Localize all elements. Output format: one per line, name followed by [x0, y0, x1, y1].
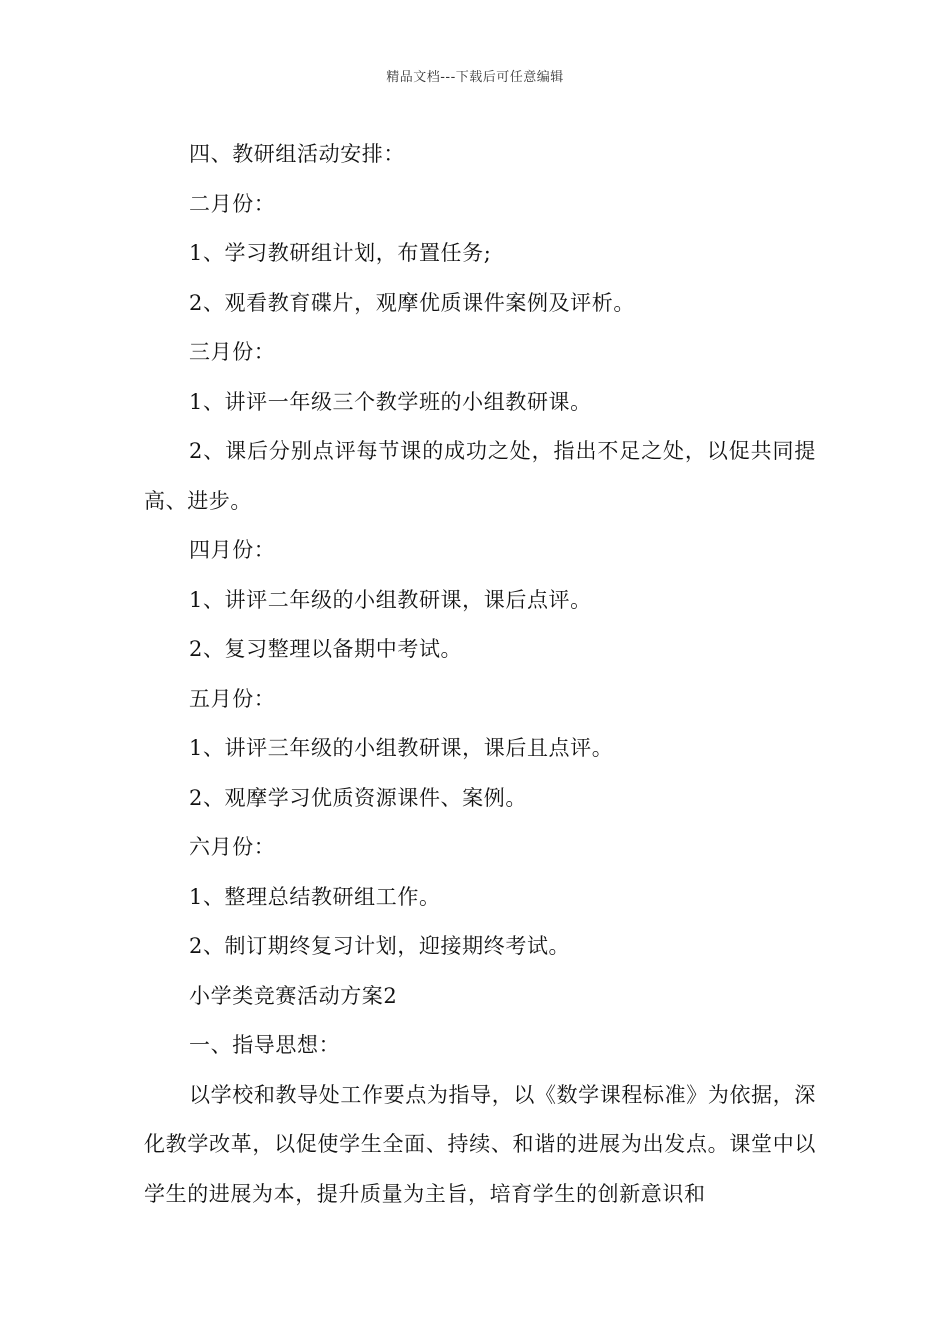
- list-item: 2、复习整理以备期中考试。: [189, 637, 463, 661]
- list-item-paragraph: 2、课后分别点评每节课的成功之处，指出不足之处，以促共同提高、进步。: [144, 439, 816, 513]
- list-item: 1、讲评一年级三个教学班的小组教研课。: [189, 389, 592, 414]
- month-heading: 二月份：: [189, 191, 276, 216]
- month-heading: 四月份：: [189, 538, 276, 562]
- list-item: 1、学习教研组计划，布置任务;: [189, 241, 492, 265]
- section-heading: 四、教研组活动安排：: [189, 142, 405, 166]
- section-heading: 一、指导思想：: [189, 1033, 341, 1057]
- document-body: [144, 130, 816, 1219]
- list-item: 1、讲评二年级的小组教研课，课后点评。: [189, 587, 592, 612]
- list-item: 2、观看教育碟片，观摩优质课件案例及评析。: [189, 290, 635, 315]
- list-item: 2、制订期终复习计划，迎接期终考试。: [189, 934, 571, 958]
- list-item: 2、观摩学习优质资源课件、案例。: [189, 785, 527, 810]
- month-heading: 五月份：: [189, 686, 276, 711]
- document-title: 小学类竞赛活动方案2: [189, 983, 398, 1008]
- month-heading: 三月份：: [189, 340, 276, 364]
- page-header: 精品文档---下载后可任意编辑: [386, 70, 564, 85]
- month-heading: 六月份：: [189, 835, 276, 859]
- body-paragraph: 以学校和教导处工作要点为指导，以《数学课程标准》为依据，深化教学改革，以促使学生全面、持续、和谐的进展为出发点。课堂中以学生的进展为本，提升质量为主旨，培育学生的创新意识和: [144, 1082, 816, 1206]
- list-item: 1、讲评三年级的小组教研课，课后且点评。: [189, 736, 614, 760]
- list-item: 1、整理总结教研组工作。: [189, 884, 441, 909]
